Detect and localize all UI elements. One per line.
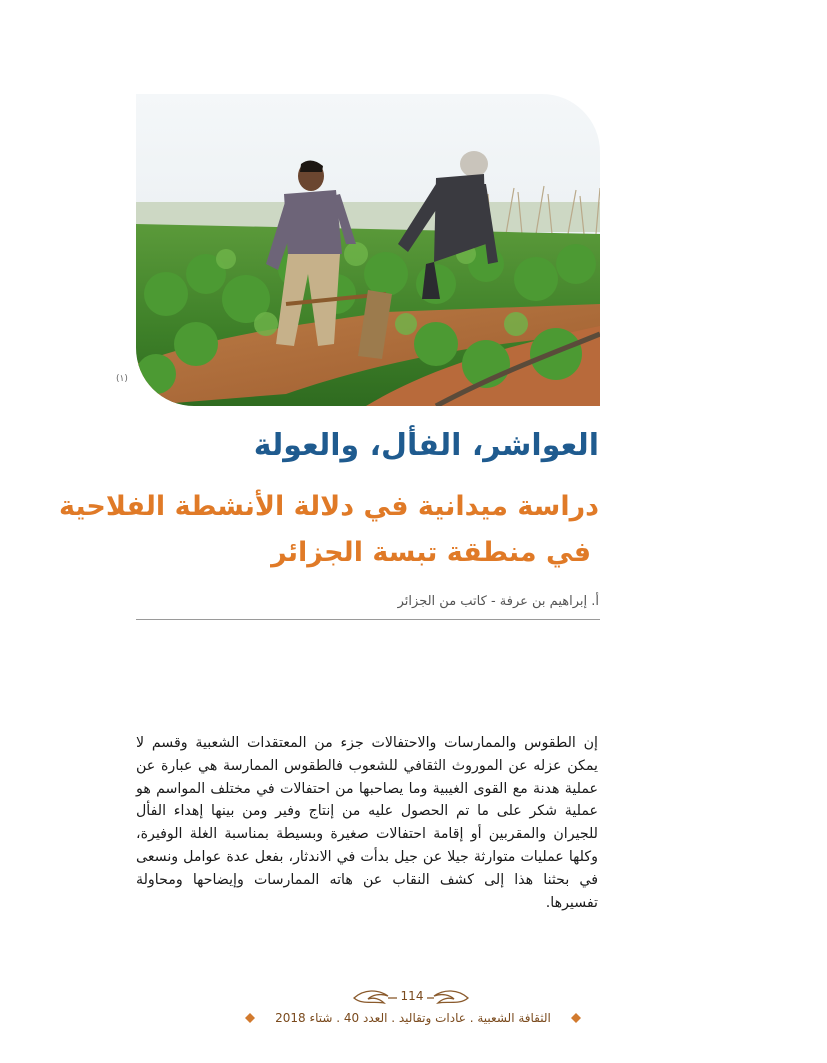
author-line: أ. إبراهيم بن عرفة - كاتب من الجزائر — [397, 594, 599, 609]
footer-text: الثقافة الشعبية . عادات وتقاليد . العدد 40 . شتاء 2018 — [275, 1011, 551, 1025]
article-subtitle — [59, 484, 599, 576]
subtitle-line-1: دراسة ميدانية في دلالة الأنشطة الفلاحية — [59, 491, 599, 522]
leaf-ornament-icon — [570, 1012, 582, 1024]
photo-number: (١) — [116, 374, 128, 384]
leaf-ornament-icon — [244, 1012, 256, 1024]
article-body: إن الطقوس والممارسات والاحتفالات جزء من المعتقدات الشعبية وقسم لا يمكن عزله عن الموروث الثقافي للشعوب فالطقوس الممارسة هي عبارة عن عملية هدنة مع القوى الغيبية وما يصاحبها من احتفالات في مختلف المواسم هو عملية شكر على ما تم الحصول عليه من إنتاج وفير ومن بينها إهداء الفأل للجيران والمقربين أو إقامة احتفالات صغيرة وبسيطة بمناسبة الغلة الوفيرة، وكلها عمليات متوارثة جيلا عن جيل بدأت في الاندثار، بفعل عدة عوامل ونسعى في بحثنا هذا إلى كشف النقاب عن هاته الممارسات وإيضاحها ومحاولة تفسيرها. — [136, 735, 598, 911]
article-title: العواشر، الفأل، والعولة — [253, 428, 599, 463]
page-footer — [244, 1008, 582, 1028]
farmers-field-photo — [136, 94, 600, 406]
subtitle-line-2: في منطقة تبسة الجزائر — [271, 537, 591, 568]
article-photo — [136, 94, 600, 406]
author-divider — [136, 619, 600, 620]
page-number: 114 — [397, 989, 427, 1003]
